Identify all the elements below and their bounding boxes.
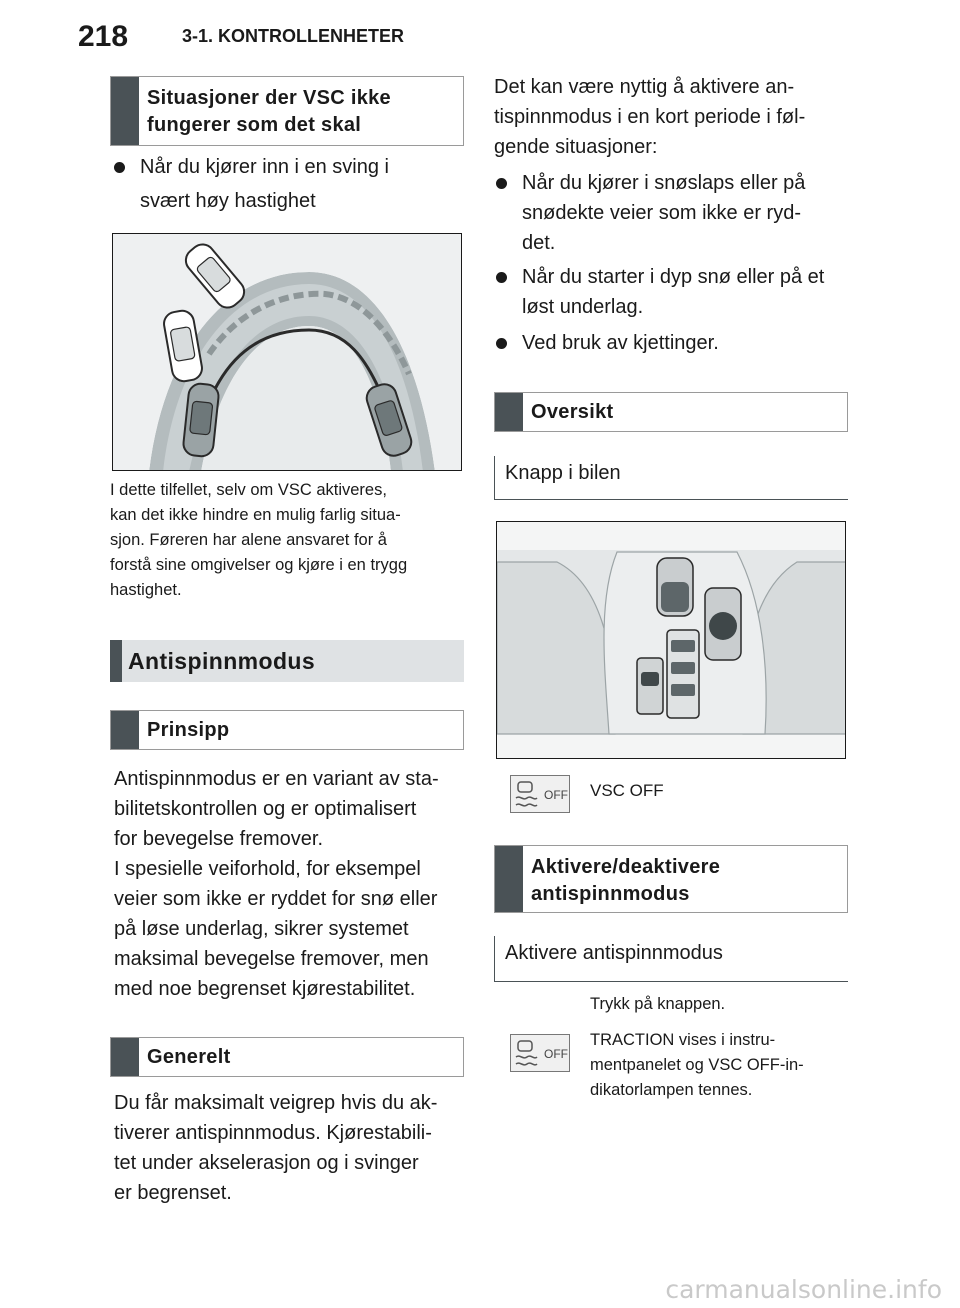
chapter-title: 3-1. KONTROLLENHETER [182, 26, 405, 46]
page-number: 218 [78, 20, 129, 53]
instruction-text: Trykk på knappen. [590, 995, 726, 1013]
console-drawing [497, 522, 846, 759]
console-illustration [496, 521, 846, 759]
curve-drawing [113, 234, 462, 471]
watermark: carmanualsonline.info [665, 1275, 942, 1304]
paragraph: Det kan være nyttig å aktivere an- tispinnmodus i en kort periode i føl- gende situasjoner: [494, 76, 806, 158]
heading-box-text: Aktivere/deaktivere antispinnmodus [531, 856, 721, 905]
curve-illustration [112, 233, 462, 471]
section-heading [110, 640, 464, 682]
traction-text: TRACTION vises i instru- mentpanelet og VSC OFF-in- dikatorlampen tennes. [590, 1031, 804, 1099]
paragraph: I spesielle veiforhold, for eksempel veier som ikke er ryddet for snø eller på løse underlag, sikrer systemet maksimal bevegelse fremover, men med noe begrenset kjørestabilitet. [114, 858, 438, 1000]
heading-box-text: Oversikt [531, 401, 614, 423]
heading-box-text: Prinsipp [147, 719, 230, 741]
bullet-item: Ved bruk av kjettinger. [496, 328, 852, 358]
paragraph: Antispinnmodus er en variant av sta- bilitetskontrollen og er optimalisert for bevegelse fremover. [114, 768, 439, 850]
bullet-text: Når du kjører inn i en sving i [140, 156, 389, 178]
bullet-item: Når du starter i dyp snø eller på et løst underlag. [496, 262, 852, 322]
vsc-off-icon [510, 775, 570, 813]
figure-caption: I dette tilfellet, selv om VSC aktiveres, kan det ikke hindre en mulig farlig situa- sjon. Føreren har alene ansvaret for å forstå sine omgivelser og kjøre i en trygg hastighet. [110, 481, 408, 599]
subheading-activate: Aktivere antispinnmodus [494, 936, 848, 982]
heading-box-vsc-situations [110, 76, 464, 146]
heading-box-text: Generelt [147, 1046, 231, 1068]
bullet-item [114, 152, 464, 216]
icon-off-text: OFF [544, 788, 568, 802]
vsc-off-label: VSC OFF [590, 781, 664, 800]
heading-box-text: Situasjoner der VSC ikke fungerer som det skal [147, 87, 391, 136]
vsc-off-icon [510, 1034, 570, 1072]
heading-box-activate [494, 845, 848, 913]
bullet-text: svært høy hastighet [140, 190, 316, 212]
subheading-button: Knapp i bilen [494, 456, 848, 500]
paragraph: Du får maksimalt veigrep hvis du ak- tiverer antispinnmodus. Kjørestabili- tet under akselerasjon og i svinger er begrenset. [114, 1092, 438, 1204]
heading-box-principle [110, 710, 464, 750]
icon-off-text: OFF [544, 1047, 568, 1061]
bullet-item: Når du kjører i snøslaps eller på snødekte veier som ikke er ryd- det. [496, 168, 852, 258]
car-icon [182, 383, 219, 458]
heading-box-overview [494, 392, 848, 432]
heading-box-general [110, 1037, 464, 1077]
section-heading-text: Antispinnmodus [128, 648, 316, 674]
